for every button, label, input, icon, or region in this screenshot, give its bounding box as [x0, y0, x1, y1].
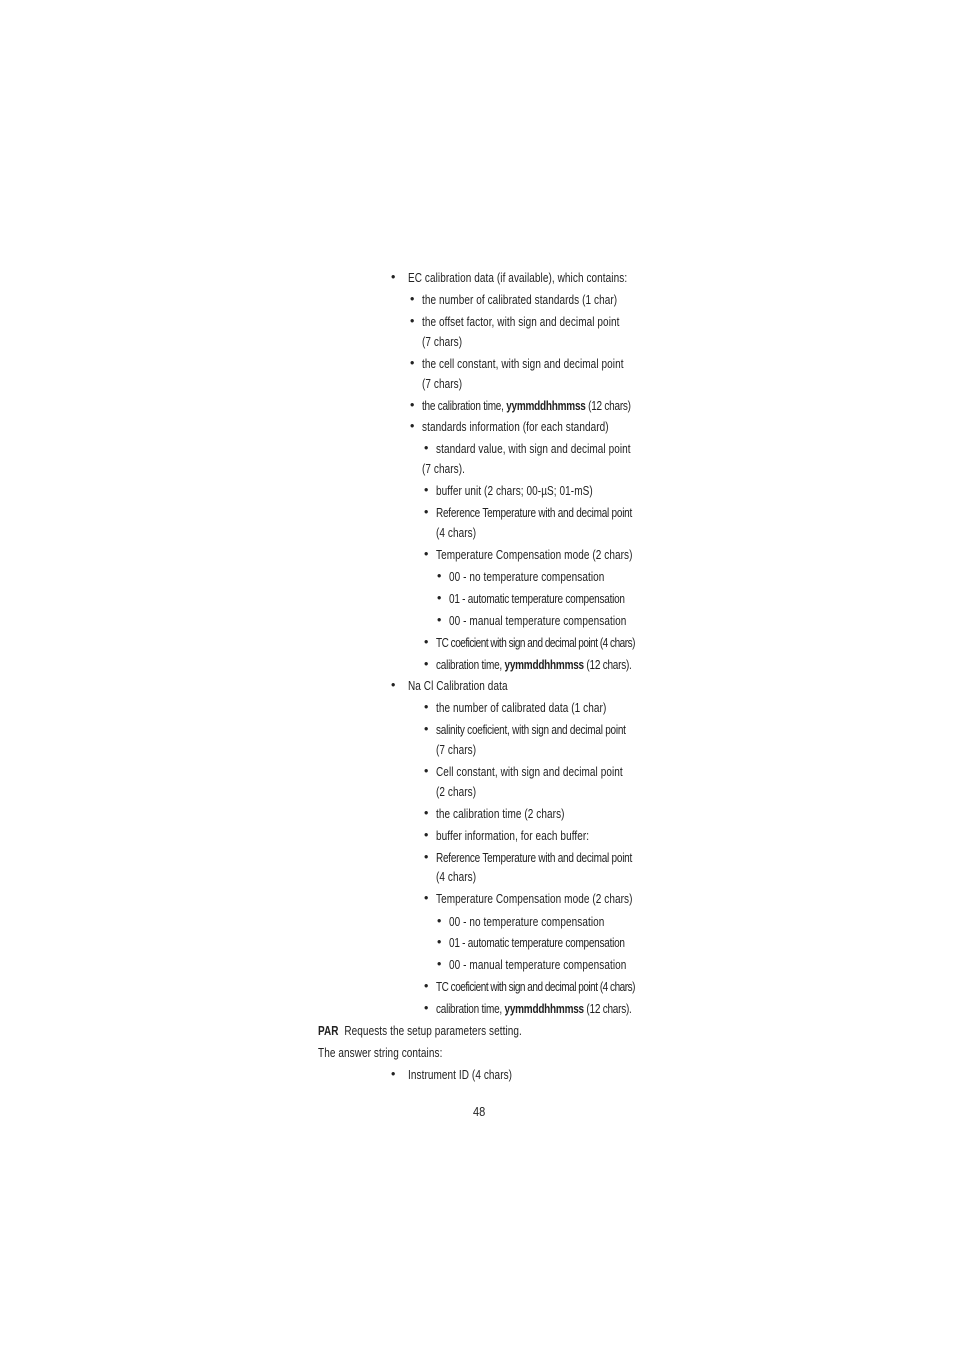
bullet: • — [410, 419, 415, 433]
bullet: • — [424, 850, 429, 864]
nacl-mode-00-none: 00 - no temperature compensation — [449, 915, 605, 929]
bullet: • — [424, 764, 429, 778]
nacl-tc-mode: Temperature Compensation mode (2 chars) — [436, 892, 633, 906]
nacl-ref-temp-line2: (4 chars) — [436, 870, 477, 884]
bullet: • — [424, 483, 429, 497]
ec-caltime — [422, 398, 631, 414]
bullet: • — [410, 398, 415, 412]
ec-std-info: standards information (for each standard) — [422, 420, 609, 434]
nacl-caltime-prefix: calibration time, — [436, 1002, 502, 1016]
bullet: • — [424, 806, 429, 820]
nacl-cell-line2: (2 chars) — [436, 785, 477, 799]
bullet: • — [424, 722, 429, 736]
ec-std-value-line1: standard value, with sign and decimal point — [436, 442, 631, 456]
bullet: • — [424, 1001, 429, 1015]
bullet: • — [424, 828, 429, 842]
bullet: • — [424, 505, 429, 519]
bullet: • — [437, 569, 442, 583]
nacl-num-data: the number of calibrated data (1 char) — [436, 701, 607, 715]
ec-std-value-line2: (7 chars). — [422, 462, 466, 476]
bullet: • — [424, 441, 429, 455]
bullet: • — [424, 700, 429, 714]
bullet: • — [437, 613, 442, 627]
nacl-buffer-info: buffer information, for each buffer: — [436, 829, 590, 843]
bullet: • — [424, 635, 429, 649]
ec-std-caltime — [436, 657, 632, 673]
bullet: • — [410, 292, 415, 306]
ec-offset-line1: the offset factor, with sign and decimal point — [422, 315, 620, 329]
nacl-caltime-code: yymmddhhmmss — [504, 1002, 584, 1016]
ec-caltime-code: yymmddhhmmss — [506, 399, 586, 413]
nacl-heading: Na Cl Calibration data — [408, 679, 508, 693]
nacl-tc-coef: TC coeficient with sign and decimal point (4 chars) — [436, 980, 635, 994]
ec-tc-mode: Temperature Compensation mode (2 chars) — [436, 548, 633, 562]
ec-caltime-suffix: (12 chars) — [588, 399, 631, 413]
bullet: • — [424, 979, 429, 993]
ec-cell-line1: the cell constant, with sign and decimal point — [422, 357, 624, 371]
par-line — [318, 1023, 522, 1039]
bullet: • — [391, 270, 396, 284]
nacl-cell-line1: Cell constant, with sign and decimal point — [436, 765, 623, 779]
nacl-mode-01-auto: 01 - automatic temperature compensation — [449, 936, 625, 950]
nacl-salinity-line1: salinity coeficient, with sign and decimal point — [436, 723, 626, 737]
bullet: • — [437, 957, 442, 971]
ec-mode-01-auto: 01 - automatic temperature compensation — [449, 592, 625, 606]
nacl-caltime: the calibration time (2 chars) — [436, 807, 565, 821]
bullet: • — [424, 547, 429, 561]
bullet: • — [424, 657, 429, 671]
nacl-mode-00-manual: 00 - manual temperature compensation — [449, 958, 627, 972]
ec-mode-00-manual: 00 - manual temperature compensation — [449, 614, 627, 628]
par-command: PAR — [318, 1024, 339, 1038]
bullet: • — [437, 914, 442, 928]
nacl-ref-temp-line1: Reference Temperature with and decimal point — [436, 851, 633, 865]
bullet: • — [391, 1067, 396, 1081]
ec-std-caltime-prefix: calibration time, — [436, 658, 502, 672]
ec-mode-00-none: 00 - no temperature compensation — [449, 570, 605, 584]
bullet: • — [437, 935, 442, 949]
ec-offset-line2: (7 chars) — [422, 335, 463, 349]
ec-std-caltime-suffix: (12 chars). — [586, 658, 632, 672]
nacl-caltime-full — [436, 1001, 632, 1017]
ec-ref-temp-line1: Reference Temperature with and decimal point — [436, 506, 633, 520]
bullet: • — [437, 591, 442, 605]
bullet: • — [410, 356, 415, 370]
ec-heading: EC calibration data (if available), which contains: — [408, 271, 628, 285]
nacl-salinity-line2: (7 chars) — [436, 743, 477, 757]
ec-std-caltime-code: yymmddhhmmss — [504, 658, 584, 672]
par-instrument-id: Instrument ID (4 chars) — [408, 1068, 513, 1082]
bullet: • — [424, 891, 429, 905]
bullet: • — [410, 314, 415, 328]
ec-buffer-unit: buffer unit (2 chars; 00-µS; 01-mS) — [436, 484, 593, 498]
bullet: • — [391, 678, 396, 692]
par-answer: The answer string contains: — [318, 1046, 443, 1060]
nacl-caltime-suffix: (12 chars). — [586, 1002, 632, 1016]
ec-tc-coef: TC coeficient with sign and decimal point (4 chars) — [436, 636, 635, 650]
ec-caltime-prefix: the calibration time, — [422, 399, 504, 413]
par-description: Requests the setup parameters setting. — [344, 1024, 522, 1038]
ec-ref-temp-line2: (4 chars) — [436, 526, 477, 540]
page-number: 48 — [473, 1104, 486, 1119]
ec-num-standards: the number of calibrated standards (1 char) — [422, 293, 618, 307]
ec-cell-line2: (7 chars) — [422, 377, 463, 391]
